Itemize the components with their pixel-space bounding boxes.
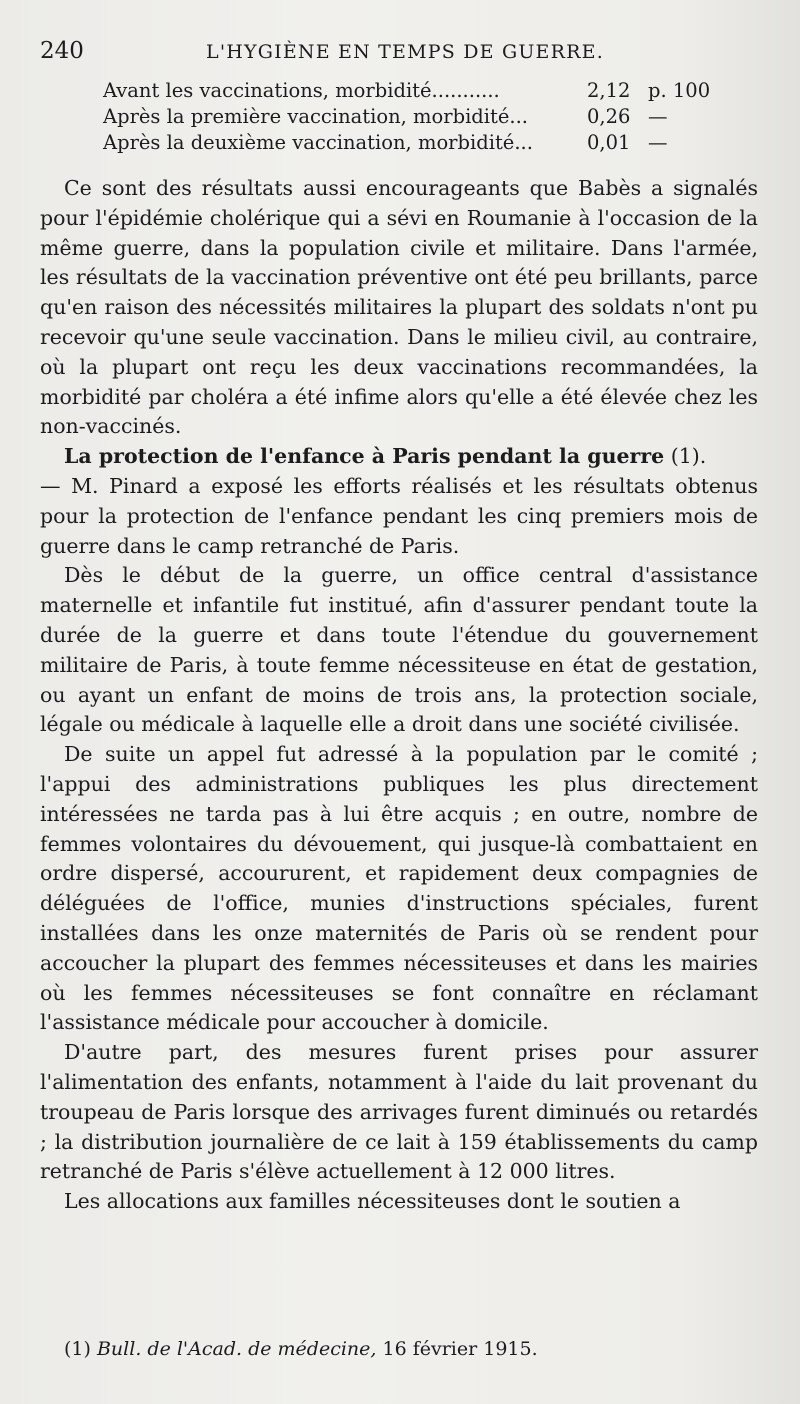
page-header bbox=[40, 38, 760, 72]
footnote bbox=[64, 1336, 744, 1362]
footnote-marker: (1) bbox=[64, 1338, 91, 1360]
paragraph-office-central: Dès le début de la guerre, un office central d'assistance maternelle et infantile fut institué, afin d'assurer pendant toute la durée de la guerre et dans toute l'étendue du gouvernement militaire de Paris, à toute femme nécessiteuse en état de gestation, ou ayant un enfant de moins de trois ans, la protection sociale, légale ou médicale à laquelle elle a droit dans une société civilisée. bbox=[40, 563, 758, 737]
stat-value: 2,12 bbox=[587, 79, 631, 102]
stat-value: 0,01 bbox=[587, 131, 631, 154]
stat-value: 0,26 bbox=[587, 105, 631, 128]
stat-label: Après la première vaccination, morbidité... bbox=[103, 105, 529, 128]
running-title: L'HYGIÈNE EN TEMPS DE GUERRE. bbox=[206, 41, 604, 63]
stat-unit: p. 100 bbox=[648, 79, 711, 102]
section-footnote-ref: (1). bbox=[670, 444, 707, 469]
stat-row bbox=[103, 78, 723, 104]
section-heading-paragraph bbox=[40, 442, 758, 472]
paragraph-appel: De suite un appel fut adressé à la population par le comité ; l'appui des administrations publiques les plus directement intéressées ne tarda pas à lui être acquis ; en outre, nombre de femmes volontaires du dévouement, qui jusque-là combattaient en ordre dispersé, accoururent, et rapidement deux compagnies de déléguées de l'office, munies d'instructions spéciales, furent installées dans les onze maternités de Paris où se rendent pour accoucher la plupart des femmes nécessiteuses et dans les mairies où les femmes nécessiteuses se font connaître en réclamant l'assistance médicale pour accoucher à domicile. bbox=[40, 742, 758, 1035]
stat-label: Après la deuxième vaccination, morbidité... bbox=[103, 131, 533, 154]
stat-row bbox=[103, 104, 723, 130]
paragraph-cholera-results: Ce sont des résultats aussi encourageants que Babès a signalés pour l'épidémie cholérique qui a sévi en Roumanie à l'occasion de la même guerre, dans la population civile et militaire. Dans l'armée, les résultats de la vaccination préventive ont été peu brillants, parce qu'en raison des nécessités militaires la plupart des soldats n'ont pu recevoir qu'une seule vaccination. Dans le milieu civil, au contraire, où la plupart ont reçu les deux vaccinations recommandées, la morbidité par choléra a été infime alors qu'elle a été élevée chez les non-vaccinés. bbox=[40, 176, 758, 439]
paragraph-allocations: Les allocations aux familles nécessiteuses dont le soutien a bbox=[64, 1189, 681, 1214]
stat-row bbox=[103, 130, 723, 156]
morbidity-stats bbox=[103, 78, 723, 156]
paragraph-pinard: — M. Pinard a exposé les efforts réalisés et les résultats obtenus pour la protection de l'enfance pendant les cinq premiers mois de guerre dans le camp retranché de Paris. bbox=[40, 473, 758, 558]
stat-unit: — bbox=[648, 131, 668, 154]
paragraph-alimentation: D'autre part, des mesures furent prises pour assurer l'alimentation des enfants, notamment à l'aide du lait provenant du troupeau de Paris lorsque des arrivages furent diminués ou retardés ; la distribution journalière de ce lait à 159 établissements du camp retranché de Paris s'élève actuellement à 12 000 litres. bbox=[40, 1040, 758, 1184]
page-number: 240 bbox=[40, 38, 84, 64]
body-text bbox=[40, 174, 758, 1217]
footnote-source: Bull. de l'Acad. de médecine, bbox=[96, 1338, 377, 1360]
stat-unit: — bbox=[648, 105, 668, 128]
section-title: La protection de l'enfance à Paris pendant la guerre bbox=[64, 444, 665, 469]
footnote-date: 16 février 1915. bbox=[382, 1338, 538, 1360]
stat-label: Avant les vaccinations, morbidité........... bbox=[103, 79, 500, 102]
